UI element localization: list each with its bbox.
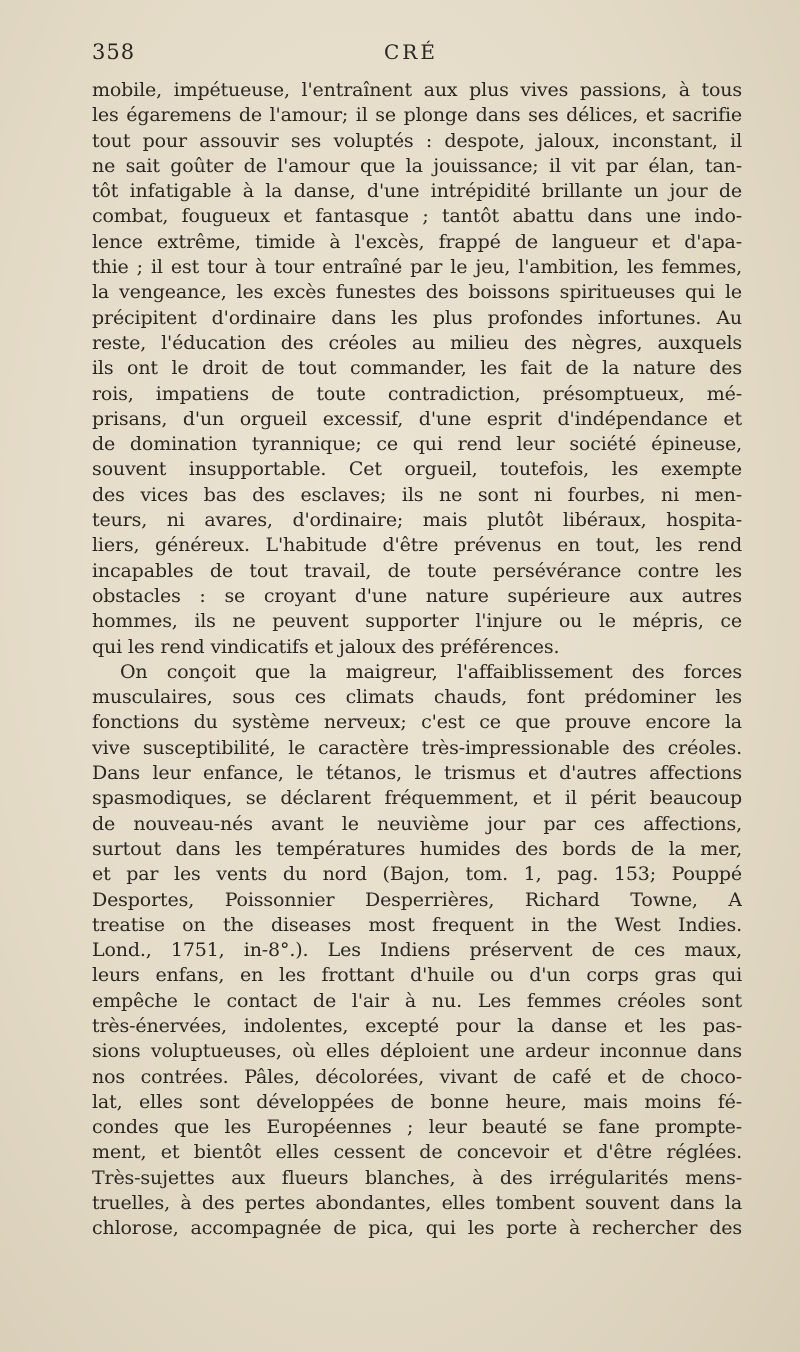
page-header (92, 40, 738, 70)
text-line: lat, elles sont développées de bonne heure, mais moins fé- (92, 1090, 742, 1113)
text-line: prisans, d'un orgueil excessif, d'une esprit d'indépendance et (92, 407, 742, 430)
text-line: qui les rend vindicatifs et jaloux des préférences. (92, 635, 560, 658)
text-line: fonctions du système nerveux; c'est ce que prouve encore la (92, 711, 742, 734)
text-line: la vengeance, les excès funestes des boissons spiritueuses qui le (92, 281, 742, 304)
text-line: souvent insupportable. Cet orgueil, toutefois, les exempte (92, 458, 742, 481)
text-line: tout pour assouvir ses voluptés : despote, jaloux, inconstant, il (92, 129, 742, 152)
text-line: vive susceptibilité, le caractère très-impressionable des créoles. (92, 736, 742, 759)
text-line: obstacles : se croyant d'une nature supérieure aux autres (92, 584, 742, 607)
running-head: CRÉ (384, 40, 438, 64)
text-line: des vices bas des esclaves; ils ne sont ni fourbes, ni men- (92, 483, 742, 506)
text-line: Desportes, Poissonnier Desperrières, Richard Towne, A (92, 888, 742, 911)
text-line: Dans leur enfance, le tétanos, le trismus et d'autres affections (92, 762, 742, 785)
text-line: nos contrées. Pâles, décolorées, vivant de café et de choco- (92, 1065, 742, 1088)
text-line: chlorose, accompagnée de pica, qui les porte à rechercher des (92, 1217, 742, 1240)
text-line: Très-sujettes aux flueurs blanches, à des irrégularités mens- (92, 1166, 742, 1189)
text-line: les égaremens de l'amour; il se plonge dans ses délices, et sacrifie (92, 104, 742, 127)
body-text (92, 78, 742, 1242)
text-line: condes que les Européennes ; leur beauté se fane prompte- (92, 1116, 742, 1139)
page-number: 358 (92, 40, 136, 64)
text-line: mobile, impétueuse, l'entraînent aux plus vives passions, à tous (92, 79, 742, 101)
text-line: teurs, ni avares, d'ordinaire; mais plutôt libéraux, hospita- (92, 509, 742, 532)
text-line: ment, et bientôt elles cessent de concevoir et d'être réglées. (92, 1141, 742, 1164)
text-line: thie ; il est tour à tour entraîné par le jeu, l'ambition, les femmes, (92, 256, 742, 279)
text-line: ne sait goûter de l'amour que la jouissance; il vit par élan, tan- (92, 154, 742, 177)
text-line: surtout dans les températures humides des bords de la mer, (92, 837, 742, 860)
text-line: lence extrême, timide à l'excès, frappé de langueur et d'apa- (92, 230, 742, 253)
text-line: spasmodiques, se déclarent fréquemment, et il périt beaucoup (92, 787, 742, 810)
text-line: Lond., 1751, in-8°.). Les Indiens préservent de ces maux, (92, 939, 742, 962)
text-line: On conçoit que la maigreur, l'affaiblissement des forces (120, 660, 742, 683)
text-line: truelles, à des pertes abondantes, elles tombent souvent dans la (92, 1192, 742, 1215)
text-line: de domination tyrannique; ce qui rend leur société épineuse, (92, 433, 742, 456)
text-line: de nouveau-nés avant le neuvième jour par ces affections, (92, 812, 742, 835)
text-line: leurs enfans, en les frottant d'huile ou d'un corps gras qui (92, 964, 742, 987)
text-line: incapables de tout travail, de toute persévérance contre les (92, 559, 742, 582)
text-line: ils ont le droit de tout commander, les fait de la nature des (92, 357, 742, 380)
text-line: empêche le contact de l'air à nu. Les femmes créoles sont (92, 989, 742, 1012)
text-line: hommes, ils ne peuvent supporter l'injure ou le mépris, ce (92, 610, 742, 633)
text-line: reste, l'éducation des créoles au milieu des nègres, auxquels (92, 331, 742, 354)
text-line: combat, fougueux et fantasque ; tantôt abattu dans une indo- (92, 205, 742, 228)
text-line: sions voluptueuses, où elles déploient une ardeur inconnue dans (92, 1040, 742, 1063)
text-line: très-énervées, indolentes, excepté pour la danse et les pas- (92, 1014, 742, 1037)
text-line: et par les vents du nord (Bajon, tom. 1, pag. 153; Pouppé (92, 863, 742, 886)
text-line: précipitent d'ordinaire dans les plus profondes infortunes. Au (92, 306, 742, 329)
text-line: musculaires, sous ces climats chauds, font prédominer les (92, 686, 742, 709)
text-line: rois, impatiens de toute contradiction, présomptueux, mé- (92, 382, 742, 405)
text-line: treatise on the diseases most frequent in the West Indies. (92, 913, 742, 936)
text-line: tôt infatigable à la danse, d'une intrépidité brillante un jour de (92, 180, 742, 203)
text-line: liers, généreux. L'habitude d'être prévenus en tout, les rend (92, 534, 742, 557)
